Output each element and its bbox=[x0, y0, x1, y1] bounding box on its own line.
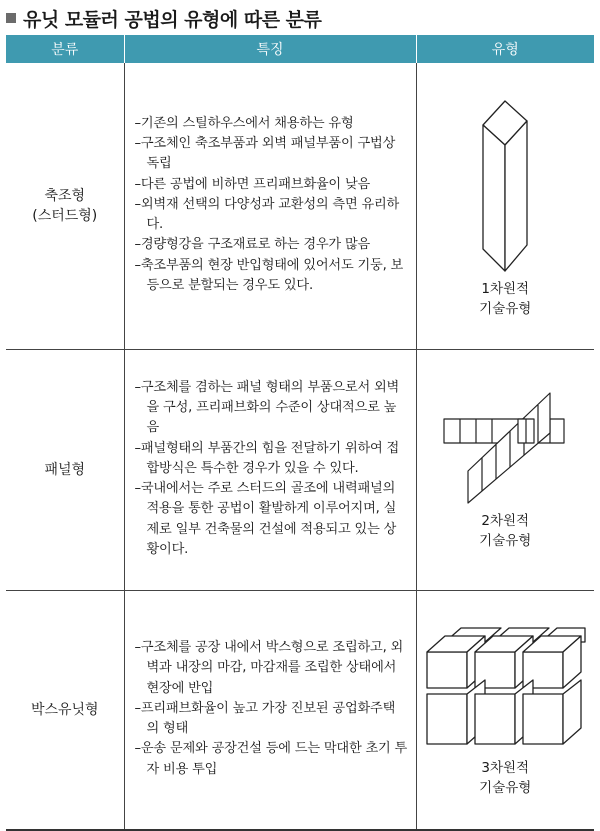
feature-item: –구조체를 공장 내에서 박스형으로 조립하고, 외벽과 내장의 마감, 마감재를 조립한 상태에서 현장에 반입 bbox=[134, 639, 404, 696]
type-label: 3차원적 bbox=[481, 760, 530, 776]
title-bullet-icon bbox=[6, 13, 16, 23]
feature-item: –프리패브화율이 높고 가장 진보된 공업화주택의 형태 bbox=[134, 700, 396, 737]
features-cell bbox=[124, 350, 416, 591]
features-cell bbox=[124, 591, 416, 831]
type-sublabel: 기술유형 bbox=[479, 301, 532, 317]
header-features: 특징 bbox=[124, 35, 416, 63]
type-label: 2차원적 bbox=[481, 513, 530, 529]
category-subname: (스터드형) bbox=[32, 208, 98, 224]
crossed-panels-icon bbox=[438, 389, 572, 505]
type-cell bbox=[416, 591, 594, 831]
feature-item: –구조체를 겸하는 패널 형태의 부품으로서 외벽을 구성, 프리패브화의 수준이 상대적으로 높음 bbox=[134, 379, 400, 436]
table-row bbox=[6, 591, 594, 831]
type-label: 1차원적 bbox=[481, 281, 530, 297]
feature-item: –축조부품의 현장 반입형태에 있어서도 기둥, 보 등으로 분할되는 경우도 있다. bbox=[134, 257, 404, 294]
type-sublabel: 기술유형 bbox=[479, 533, 532, 549]
feature-item: –기존의 스틸하우스에서 채용하는 유형 bbox=[134, 115, 354, 131]
type-cell bbox=[416, 63, 594, 350]
category-name: 축조형 bbox=[44, 188, 86, 204]
type-cell bbox=[416, 350, 594, 591]
classification-table bbox=[6, 35, 594, 831]
table-row bbox=[6, 63, 594, 350]
category-cell bbox=[6, 63, 124, 350]
type-sublabel: 기술유형 bbox=[479, 780, 532, 796]
feature-item: –경량형강을 구조재료로 하는 경우가 많음 bbox=[134, 237, 371, 253]
category-name: 패널형 bbox=[44, 462, 86, 478]
stacked-boxes-icon bbox=[421, 622, 589, 752]
table-row bbox=[6, 350, 594, 591]
table-header-row bbox=[6, 35, 594, 63]
header-type: 유형 bbox=[416, 35, 594, 63]
feature-item: –다른 공법에 비하면 프리패브화율이 낮음 bbox=[134, 176, 371, 192]
category-cell bbox=[6, 350, 124, 591]
title-text: 유닛 모듈러 공법의 유형에 따른 분류 bbox=[23, 8, 322, 31]
page-title bbox=[6, 4, 321, 32]
category-name: 박스유닛형 bbox=[30, 702, 99, 718]
feature-item: –외벽재 선택의 다양성과 교환성의 측면 유리하다. bbox=[134, 196, 400, 233]
category-cell bbox=[6, 591, 124, 831]
column-prism-icon bbox=[475, 93, 535, 273]
feature-item: –국내에서는 주로 스터드의 골조에 내력패널의 적용을 통한 공법이 활발하게 이루어지며, 실제로 일부 건축물의 건설에 적용되고 있는 상황이다. bbox=[134, 481, 397, 558]
header-category: 분류 bbox=[6, 35, 124, 63]
features-cell bbox=[124, 63, 416, 350]
feature-item: –운송 문제와 공장건설 등에 드는 막대한 초기 투자 비용 투입 bbox=[134, 741, 408, 777]
feature-item: –패널형태의 부품간의 힘을 전달하기 위하여 접합방식은 특수한 경우가 있을 수 있다. bbox=[134, 440, 400, 476]
feature-item: –구조체인 축조부품과 외벽 패널부품이 구법상 독립 bbox=[134, 135, 396, 172]
